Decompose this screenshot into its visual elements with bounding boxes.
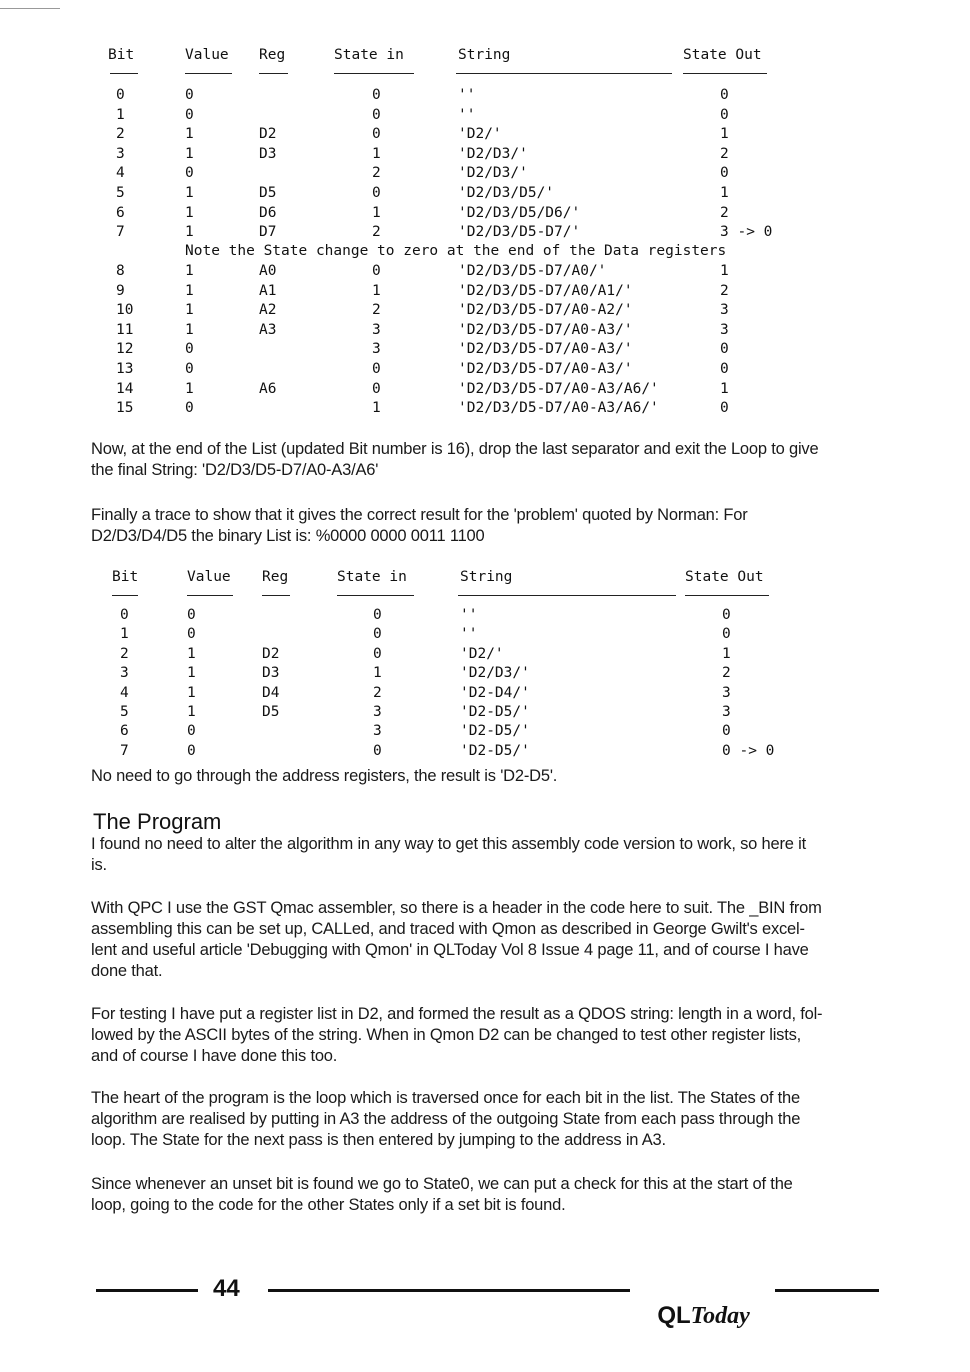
body-paragraph: [91, 834, 881, 876]
table-cell: 0: [722, 626, 731, 643]
table-cell: 1: [722, 645, 731, 662]
table-cell: D7: [259, 224, 277, 241]
column-header: State in: [334, 47, 404, 63]
table-cell: 'D2/D3/D5-D7/A0-A3/A6/': [458, 380, 659, 397]
column-header: State Out: [685, 569, 764, 585]
table-cell: 3: [720, 302, 729, 319]
column-header: Value: [185, 47, 229, 63]
table-cell: 0: [372, 380, 381, 397]
table-cell: 2: [372, 165, 381, 182]
table-cell: 1: [720, 126, 729, 143]
table-cell: 0: [373, 742, 382, 759]
table-cell: D3: [259, 145, 277, 162]
table-cell: 14: [116, 380, 134, 397]
table-cell: 1: [185, 263, 194, 279]
text-line: For testing I have put a register list in D2, and formed the result as a QDOS string: length in a word, fol-: [91, 1005, 823, 1023]
text-line: With QPC I use the GST Qmac assembler, so there is a header in the code here to suit. The _BIN from: [91, 899, 822, 917]
table-cell: 1: [185, 302, 194, 319]
table-cell: 1: [185, 321, 194, 338]
table-cell: 'D2/D3/D5/': [458, 185, 555, 201]
table-cell: 2: [722, 665, 731, 682]
table-cell: 'D2-D5/': [460, 742, 530, 759]
table-cell: 0: [187, 723, 196, 740]
header-underline: [112, 595, 138, 596]
table-cell: '': [458, 106, 476, 123]
header-underline: [185, 73, 232, 74]
table-cell: 'D2-D5/': [460, 704, 530, 720]
table-cell: 7: [120, 742, 129, 759]
table-cell: 0: [185, 361, 194, 377]
table-cell: 3: [722, 704, 731, 720]
table-cell: 1: [187, 645, 196, 662]
column-header: State in: [337, 569, 407, 585]
table-cell: 0: [187, 607, 196, 623]
table-cell: 1: [116, 106, 125, 123]
table-cell: 0: [372, 361, 381, 377]
table-cell: 'D2-D4/': [460, 684, 530, 701]
table-cell: 11: [116, 321, 134, 338]
table-cell: 'D2/D3/D5-D7/A0/A1/': [458, 282, 633, 299]
table-cell: 0: [185, 400, 194, 417]
header-underline: [685, 595, 769, 596]
table-cell: 0: [720, 400, 729, 417]
header-underline: [337, 595, 414, 596]
table-cell: 'D2/D3/D5-D7/A0-A3/': [458, 321, 633, 338]
paragraph-final-string: [91, 439, 881, 481]
header-underline: [683, 73, 767, 74]
text-line: Since whenever an unset bit is found we go to State0, we can put a check for this at the start of the: [91, 1175, 793, 1193]
table-cell: 0: [372, 106, 381, 123]
text-line: Finally a trace to show that it gives the correct result for the 'problem' quoted by Norman: For: [91, 506, 748, 524]
table-cell: 1: [372, 400, 381, 417]
table-cell: 0: [720, 106, 729, 123]
table-cell: 2: [372, 224, 381, 241]
table-cell: D2: [262, 645, 280, 662]
text-line: assembling this can be set up, CALLed, and traced with Qmon as described in George Gwilt's excel-: [91, 920, 805, 938]
column-header: Reg: [259, 47, 286, 63]
table-cell: 3: [116, 145, 125, 162]
text-line: is.: [91, 856, 107, 874]
table-cell: D4: [262, 684, 280, 701]
table-cell: '': [458, 87, 476, 103]
table-cell: 'D2/': [458, 126, 502, 143]
text-line: D2/D3/D4/D5 the binary List is: %0000 0000 0011 1100: [91, 527, 485, 545]
table-cell: 8: [116, 263, 125, 279]
table-cell: 3: [120, 665, 129, 682]
table-cell: 0 -> 0: [722, 742, 775, 759]
table-cell: 0: [372, 263, 381, 279]
footer-rule-middle: [268, 1289, 630, 1292]
column-header: String: [460, 569, 513, 585]
body-paragraph: [91, 1004, 881, 1067]
table-cell: 'D2/D3/D5-D7/A0-A3/': [458, 341, 633, 358]
table-cell: 0: [185, 106, 194, 123]
table-cell: 'D2/D3/D5-D7/A0-A3/': [458, 361, 633, 377]
table-cell: 1: [187, 684, 196, 701]
table-cell: 5: [116, 185, 125, 201]
table-cell: 1: [185, 204, 194, 221]
table-cell: 0: [373, 645, 382, 662]
table-cell: 'D2/D3/D5-D7/A0-A2/': [458, 302, 633, 319]
header-underline: [259, 73, 288, 74]
table-cell: 'D2-D5/': [460, 723, 530, 740]
table-cell: 0: [720, 165, 729, 182]
column-header: String: [458, 47, 511, 63]
text-line: loop, going to the code for the other States only if a set bit is found.: [91, 1196, 566, 1214]
table-cell: 3 -> 0: [720, 224, 773, 241]
footer-rule-right: [775, 1289, 879, 1292]
table-cell: 0: [720, 341, 729, 358]
text-line: I found no need to alter the algorithm in any way to get this assembly code version to work, so here it: [91, 835, 806, 853]
table-cell: 0: [372, 126, 381, 143]
footer-rule-left: [96, 1289, 198, 1292]
table-cell: 13: [116, 361, 134, 377]
table-cell: 2: [120, 645, 129, 662]
table-cell: 0: [373, 607, 382, 623]
table-cell: A1: [259, 282, 277, 299]
table-cell: A3: [259, 321, 277, 338]
table-cell: 0: [722, 607, 731, 623]
table-cell: 'D2/D3/D5-D7/A0/': [458, 263, 607, 279]
table-cell: 1: [185, 224, 194, 241]
table-cell: A2: [259, 302, 277, 319]
table-cell: 2: [720, 145, 729, 162]
table-cell: 0: [185, 87, 194, 103]
header-underline: [262, 595, 290, 596]
scan-edge-mark: [0, 8, 60, 9]
table-cell: 2: [720, 282, 729, 299]
body-paragraph: [91, 898, 881, 982]
column-header: Bit: [108, 47, 135, 63]
table-note: Note the State change to zero at the end of the Data registers: [185, 243, 727, 259]
table-cell: 0: [185, 165, 194, 182]
page-number: 44: [213, 1275, 240, 1302]
text-line: lowed by the ASCII bytes of the string. When in Qmon D2 can be changed to test other register lists,: [91, 1026, 802, 1044]
table-cell: 0: [373, 626, 382, 643]
header-underline: [456, 73, 672, 74]
table-cell: D5: [259, 185, 277, 201]
table-cell: 2: [372, 302, 381, 319]
table-cell: 1: [187, 665, 196, 682]
table-cell: 4: [120, 684, 129, 701]
table-cell: 0: [372, 185, 381, 201]
table-cell: 2: [116, 126, 125, 143]
table-cell: D2: [259, 126, 277, 143]
table-cell: A6: [259, 380, 277, 397]
table-cell: 5: [120, 704, 129, 720]
table-cell: 1: [372, 145, 381, 162]
table-cell: 0: [187, 626, 196, 643]
table-cell: 1: [185, 126, 194, 143]
table-cell: 1: [185, 145, 194, 162]
table-cell: 0: [116, 87, 125, 103]
section-heading: The Program: [93, 809, 222, 834]
header-underline: [187, 595, 233, 596]
text-line: algorithm are realised by putting in A3 the address of the outgoing State from each pass through the: [91, 1110, 801, 1128]
logo-ql: QL: [657, 1302, 691, 1329]
table-cell: 3: [720, 321, 729, 338]
table-cell: 7: [116, 224, 125, 241]
table-cell: 'D2/D3/': [458, 145, 528, 162]
text-line: loop. The State for the next pass is then entered by jumping to the address in A3.: [91, 1131, 666, 1149]
column-header: State Out: [683, 47, 762, 63]
table-cell: 6: [116, 204, 125, 221]
table-cell: 0: [720, 87, 729, 103]
table-cell: '': [460, 607, 478, 623]
table-cell: 15: [116, 400, 134, 417]
table-cell: 3: [722, 684, 731, 701]
table-cell: 1: [185, 185, 194, 201]
table-cell: 'D2/D3/D5-D7/A0-A3/A6/': [458, 400, 659, 417]
table-cell: 3: [372, 341, 381, 358]
table-cell: 0: [185, 341, 194, 358]
table-cell: 'D2/D3/D5-D7/': [458, 224, 581, 241]
text-line: and of course I have done this too.: [91, 1047, 338, 1065]
table-cell: D3: [262, 665, 280, 682]
table-cell: 1: [720, 263, 729, 279]
table-cell: 9: [116, 282, 125, 299]
logo-today: Today: [690, 1303, 750, 1329]
table-cell: 0: [722, 723, 731, 740]
header-underline: [458, 595, 676, 596]
table-cell: 1: [185, 380, 194, 397]
table-cell: 3: [372, 321, 381, 338]
table-cell: 3: [373, 704, 382, 720]
column-header: Reg: [262, 569, 289, 585]
table-cell: 10: [116, 302, 134, 319]
table-cell: D5: [262, 704, 280, 720]
table-cell: '': [460, 626, 478, 643]
table-cell: 1: [720, 185, 729, 201]
table-cell: D6: [259, 204, 277, 221]
header-underline: [110, 73, 138, 74]
column-header: Bit: [112, 569, 139, 585]
table-cell: 'D2/D3/': [458, 165, 528, 182]
table-cell: 0: [120, 607, 129, 623]
table-cell: A0: [259, 263, 277, 279]
body-paragraph: [91, 1088, 881, 1151]
table-cell: 1: [185, 282, 194, 299]
text-line: lent and useful article 'Debugging with Qmon' in QLToday Vol 8 Issue 4 page 11, and of course I have: [91, 941, 809, 959]
text-line: The heart of the program is the loop which is traversed once for each bit in the list. The States of the: [91, 1089, 800, 1107]
text-line: Now, at the end of the List (updated Bit number is 16), drop the last separator and exit the Loop to give: [91, 440, 819, 458]
paragraph-trace-intro: [91, 505, 881, 547]
column-header: Value: [187, 569, 231, 585]
table-cell: 0: [372, 87, 381, 103]
table-cell: 'D2/D3/D5/D6/': [458, 204, 581, 221]
table-cell: 1: [372, 282, 381, 299]
table-cell: 0: [187, 742, 196, 759]
table-cell: 1: [720, 380, 729, 397]
table-cell: 1: [120, 626, 129, 643]
result-note: No need to go through the address registers, the result is 'D2-D5'.: [91, 767, 558, 785]
table-cell: 1: [373, 665, 382, 682]
table-cell: 12: [116, 341, 134, 358]
table-cell: 0: [720, 361, 729, 377]
table-cell: 4: [116, 165, 125, 182]
table-cell: 6: [120, 723, 129, 740]
table-cell: 'D2/': [460, 645, 504, 662]
publication-logo: [644, 1274, 750, 1330]
text-line: the final String: 'D2/D3/D5-D7/A0-A3/A6': [91, 461, 379, 479]
table-cell: 'D2/D3/': [460, 665, 530, 682]
text-line: done that.: [91, 962, 163, 980]
table-cell: 2: [720, 204, 729, 221]
body-paragraph: [91, 1174, 881, 1216]
header-underline: [334, 73, 414, 74]
table-cell: 2: [373, 684, 382, 701]
table-cell: 1: [187, 704, 196, 720]
table-cell: 3: [373, 723, 382, 740]
table-cell: 1: [372, 204, 381, 221]
